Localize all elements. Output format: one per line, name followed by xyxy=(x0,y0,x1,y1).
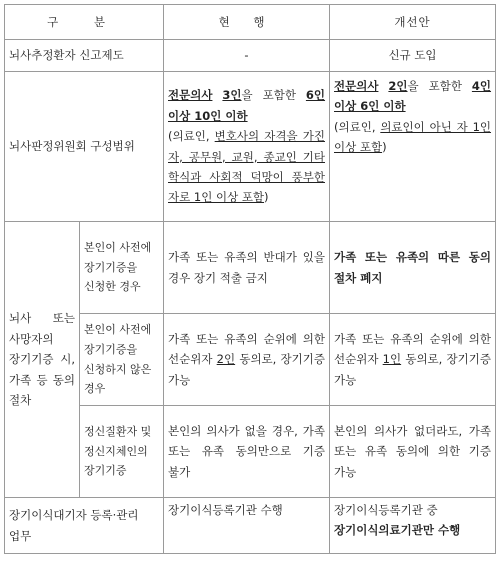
row-registry xyxy=(5,498,496,554)
consent-none-current-text: 가족 또는 유족의 순위에 의한 선순위자 xyxy=(168,331,325,367)
header-current: 현 행 xyxy=(164,5,330,40)
committee-current-range: 6인 이상 10인 이하 xyxy=(168,88,326,123)
row-registry-improved xyxy=(330,498,496,554)
header-category: 구 분 xyxy=(5,5,164,40)
committee-improved-range: 4인 이상 6인 이하 xyxy=(334,79,492,114)
row-report-current: - xyxy=(164,40,330,72)
row-registry-current: 장기이식등록기관 수행 xyxy=(164,498,330,554)
committee-current-space xyxy=(212,88,222,102)
row-committee-improved xyxy=(330,72,496,222)
row-consent-none-current xyxy=(164,314,330,406)
committee-improved-paren-close: ) xyxy=(382,140,387,155)
row-committee-label: 뇌사판정위원회 구성범위 xyxy=(5,72,164,222)
committee-current-count: 3인 xyxy=(222,88,242,103)
row-committee-current xyxy=(164,72,330,222)
committee-improved-include: 을 포함한 xyxy=(407,79,462,93)
committee-current-detail: 변호사의 자격을 가진 자, 공무원, 교원, 종교인 기타 학식과 사회적 덕망이 풍부한 자로 1인 이상 포함 xyxy=(168,129,325,205)
consent-none-current-count: 2인 xyxy=(216,352,236,367)
row-consent-prior-improved: 가족 또는 유족의 따른 동의 절차 폐지 xyxy=(330,222,496,314)
committee-improved-count: 2인 xyxy=(388,79,408,93)
row-committee xyxy=(5,72,496,222)
committee-current-include: 을 포함한 xyxy=(241,88,296,103)
row-report-label: 뇌사추정환자 신고제도 xyxy=(5,40,164,72)
row-mental-current: 본인의 의사가 없을 경우, 가족 또는 유족 동의만으로 기증 불가 xyxy=(164,406,330,498)
committee-current-paren-close: ) xyxy=(264,190,269,205)
consent-none-improved-count: 1인 xyxy=(382,352,402,367)
row-report xyxy=(5,40,496,72)
row-consent-prior-sub: 본인이 사전에 장기기증을 신청한 경우 xyxy=(80,222,164,314)
registry-improved-line2: 장기이식의료기관만 수행 xyxy=(334,523,461,538)
row-report-improved: 신규 도입 xyxy=(330,40,496,72)
comparison-table xyxy=(4,4,496,554)
committee-improved-space xyxy=(378,79,388,93)
row-consent-prior-current: 가족 또는 유족의 반대가 있을 경우 장기 적출 금지 xyxy=(164,222,330,314)
group-label: 뇌사 또는 사망자의 장기기증 시, 가족 등 동의 절차 xyxy=(5,222,80,498)
consent-none-current-tail: 동의로, 장기기증 가능 xyxy=(168,352,325,387)
row-mental-sub: 정신질환자 및 정신지체인의 장기기증 xyxy=(80,406,164,498)
row-registry-label: 장기이식대기자 등록·관리 업무 xyxy=(5,498,164,554)
committee-improved-paren-open: (의료인, xyxy=(334,119,381,134)
committee-current-paren-open: (의료인, xyxy=(168,129,215,144)
committee-current-doctor: 전문의사 xyxy=(168,88,213,103)
row-consent-prior xyxy=(5,222,496,314)
row-consent-none-improved xyxy=(330,314,496,406)
consent-none-improved-tail: 동의로, 장기기증 가능 xyxy=(334,352,491,387)
committee-improved-doctor: 전문의사 xyxy=(334,79,379,93)
row-mental-improved: 본인의 의사가 없더라도, 가족 또는 유족 동의에 의한 기증 가능 xyxy=(330,406,496,498)
committee-improved-detail: 의료인이 아닌 자 1인 이상 포함 xyxy=(334,119,492,155)
registry-improved-line1: 장기이식등록기관 중 xyxy=(334,503,438,517)
row-consent-none-sub: 본인이 사전에 장기기증을 신청하지 않은 경우 xyxy=(80,314,164,406)
consent-none-improved-text: 가족 또는 유족의 순위에 의한 선순위자 xyxy=(334,331,491,367)
header-improved: 개선안 xyxy=(330,5,496,40)
header-row xyxy=(5,5,496,40)
